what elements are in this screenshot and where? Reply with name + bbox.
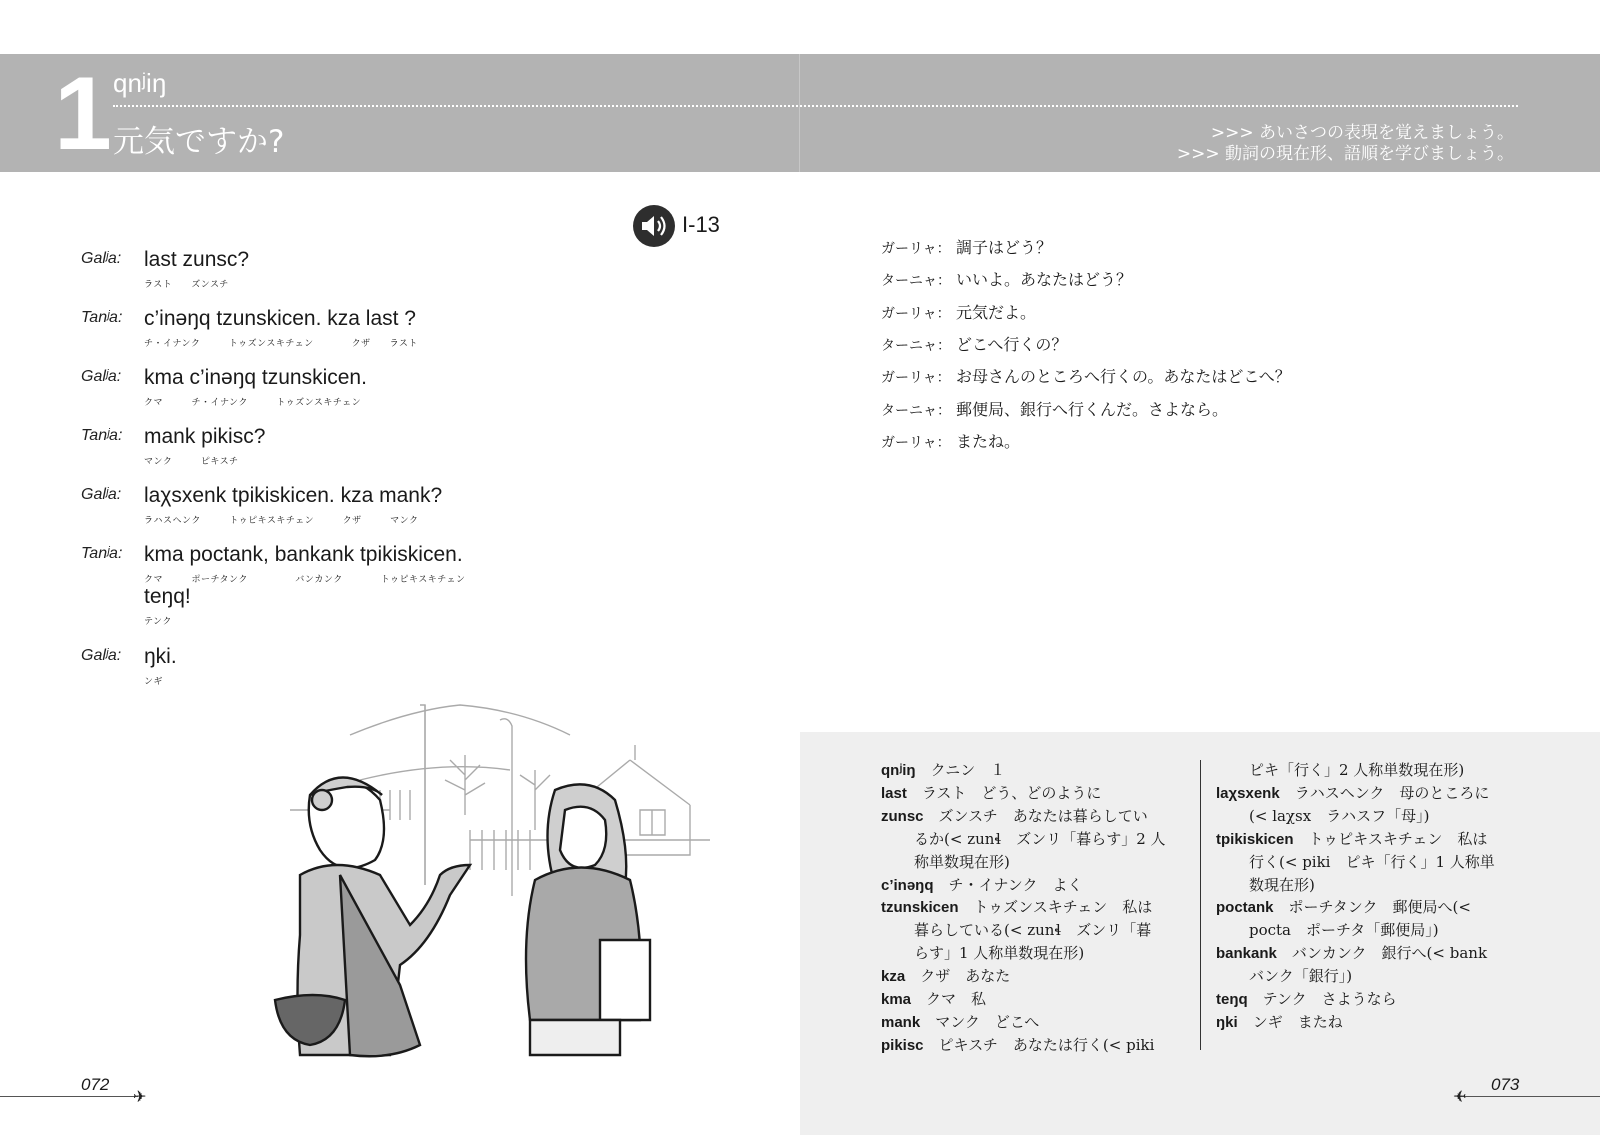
translation-speaker: ガーリャ： [881, 305, 951, 322]
translation-text: 調子はどう？ [956, 238, 1053, 257]
vocab-headword: laχsxenk [1216, 784, 1280, 802]
vocab-gloss: チ・イナンク よく [933, 875, 1083, 894]
translation-line [881, 429, 1020, 452]
translation-line [881, 364, 1291, 387]
vocab-headword: poctank [1216, 899, 1274, 917]
vocab-entry [1216, 896, 1471, 919]
vocab-entry [1249, 874, 1315, 897]
vocab-headword: last [881, 784, 907, 802]
page-number-left: 072 [81, 1075, 110, 1094]
vocab-gloss: マンク どこへ [920, 1012, 1040, 1031]
vocab-headword: mank [881, 1013, 921, 1031]
translation-text: お母さんのところへ行くの。あなたはどこへ？ [956, 367, 1291, 387]
translation-speaker: ガーリャ： [881, 370, 951, 387]
vocab-headword: tpikiskicen [1216, 830, 1294, 848]
dialogue-line: last zunsc? [144, 248, 250, 271]
translation-line [881, 235, 1052, 258]
page-gutter [799, 54, 800, 172]
vocab-entry [914, 919, 1151, 942]
vocab-gloss: 数現在形) [1249, 875, 1315, 894]
translation-text: どこへ行くの？ [956, 334, 1068, 354]
vocab-headword: c’inəŋq [881, 876, 934, 894]
vocab-gloss: ポーチタンク 郵便局へ(< [1273, 898, 1471, 917]
vocab-entry [1216, 782, 1489, 805]
translation-text: またね。 [956, 431, 1021, 451]
vocab-headword: pikisc [881, 1036, 924, 1054]
dialogue-reading: クマ チ・イナンク トゥズンスキチェン [144, 398, 362, 408]
vocab-entry [881, 896, 1152, 919]
vocab-headword: bankank [1216, 945, 1277, 963]
dialogue-speaker: Galʲa: [81, 368, 122, 385]
chapter-number: 1 [54, 56, 112, 172]
vocab-headword: kza [881, 968, 906, 986]
vocab-headword: zunsc [881, 807, 924, 825]
dialogue-reading: クマ ポーチタンク バンカンク トゥピキスキチェン [144, 575, 466, 585]
dialogue-reading: テンク [144, 617, 172, 627]
dialogue-line: mank pikisc? [144, 425, 266, 448]
dialogue-reading: マンク ピキスチ [144, 457, 239, 467]
dialogue-speaker: Galʲa: [81, 250, 122, 267]
translation-line [881, 267, 1132, 290]
vocab-gloss: ピキ「行く」2 人称単数現在形) [1249, 761, 1465, 779]
vocab-entry [881, 1011, 1039, 1034]
vocab-gloss: バンカンク 銀行へ(< bank [1276, 944, 1488, 963]
header-dotted-divider [113, 105, 1518, 107]
vocab-entry [1249, 805, 1430, 828]
translation-speaker: ターニャ： [881, 402, 951, 419]
dialogue-line: laχsxenk tpikiskicen. kza mank? [144, 484, 443, 507]
speaker-icon[interactable] [633, 205, 675, 247]
vocab-entry [914, 828, 1166, 851]
vocab-gloss: ンギ またね [1237, 1012, 1343, 1031]
vocab-gloss: クザ あなた [905, 967, 1011, 986]
vocab-entry [881, 874, 1082, 897]
vocab-gloss: pocta ポーチタ「郵便局」) [1249, 921, 1439, 940]
dialogue-reading: ンギ [144, 677, 164, 687]
translation-speaker: ガーリャ： [881, 434, 951, 451]
vocab-gloss: 暮らしている(< zunɬ ズンリ「暮 [914, 921, 1152, 940]
vocab-gloss: バンク「銀行」) [1249, 967, 1353, 986]
dialogue-line: kma poctank, bankank tpikiskicen. [144, 543, 463, 566]
vocab-headword: tzunskicen [881, 899, 959, 917]
dialogue-speaker: Tanʲa: [81, 427, 123, 444]
vocab-gloss: (< laχsx ラハスフ「母」) [1249, 806, 1430, 825]
vocab-gloss: クニン １ [915, 761, 1006, 779]
vocab-gloss: テンク さようなら [1247, 990, 1397, 1008]
vocab-entry [1249, 965, 1352, 988]
chapter-subtitle: qnʲiŋ [113, 68, 167, 98]
translation-line [881, 332, 1067, 355]
vocab-headword: ŋki [1216, 1013, 1238, 1031]
vocab-entry [881, 1034, 1154, 1057]
dialogue-speaker: Galʲa: [81, 486, 122, 503]
vocab-entry [881, 759, 1005, 782]
learning-goal-1: >>> あいさつの表現を覚えましょう。 [1210, 123, 1514, 143]
vocab-entry [914, 851, 1010, 874]
learning-goal-2: >>> 動詞の現在形、語順を学びましょう。 [1176, 144, 1514, 164]
vocab-entry [881, 965, 1010, 988]
dialogue-reading: ラハスヘンク トゥピキスキチェン クザ マンク [144, 516, 419, 526]
vocab-entry [1249, 851, 1495, 874]
vocab-entry [1216, 988, 1397, 1011]
airplane-icon: ✈ [133, 1087, 147, 1106]
translation-text: 郵便局、銀行へ行くんだ。さよなら。 [956, 399, 1229, 419]
vocab-gloss: 称単数現在形) [914, 852, 1010, 871]
translation-text: 元気だよ。 [956, 302, 1037, 322]
vocab-gloss: らす」1 人称単数現在形) [914, 944, 1085, 963]
vocab-entry [881, 805, 1148, 828]
chapter-title: 元気ですか? [113, 124, 285, 160]
translation-speaker: ターニャ： [881, 273, 951, 290]
vocab-gloss: 行く(< piki ピキ「行く」1 人称単 [1249, 852, 1495, 871]
vocab-headword: kma [881, 991, 912, 1008]
dialogue-line: ŋki. [144, 645, 177, 668]
vocab-entry [1216, 1011, 1343, 1034]
vocab-entry [1249, 919, 1439, 942]
vocab-gloss: トゥズンスキチェン 私は [958, 898, 1153, 917]
illustration-two-women [270, 700, 710, 1060]
vocab-entry [881, 782, 1101, 805]
dialogue-line: teŋq! [144, 585, 191, 608]
vocab-entry [1249, 759, 1464, 782]
footer-rule-right [1460, 1096, 1600, 1097]
vocab-entry [914, 942, 1084, 965]
translation-line [881, 300, 1036, 323]
dialogue-speaker: Tanʲa: [81, 309, 123, 326]
dialogue-line: c’inəŋq tzunskicen. kza last ? [144, 307, 416, 330]
translation-speaker: ガーリャ： [881, 241, 951, 257]
translation-text: いいよ。あなたはどう？ [956, 270, 1133, 290]
dialogue-reading: チ・イナンク トゥズンスキチェン クザ ラスト [144, 339, 418, 349]
vocab-gloss: クマ 私 [911, 990, 987, 1008]
audio-track-number: I-13 [682, 212, 720, 237]
vocab-gloss: ズンスチ あなたは暮らしてい [923, 806, 1148, 825]
vocab-headword: teŋq [1216, 991, 1248, 1008]
translation-line [881, 397, 1228, 420]
vocab-entry [1216, 828, 1487, 851]
dialogue-speaker: Tanʲa: [81, 545, 123, 562]
page-number-right: 073 [1491, 1075, 1520, 1094]
footer-rule-left [0, 1096, 138, 1097]
vocab-gloss: ラハスヘンク 母のところに [1279, 783, 1490, 802]
vocab-gloss: トゥピキスキチェン 私は [1293, 829, 1488, 848]
vocab-entry [1216, 942, 1487, 965]
vocab-entry [881, 988, 986, 1011]
dialogue-reading: ラスト ズンスチ [144, 280, 229, 290]
vocabulary-column-divider [1200, 760, 1201, 1050]
dialogue-speaker: Galʲa: [81, 647, 122, 664]
airplane-icon: ✈ [1453, 1087, 1467, 1106]
vocab-gloss: ラスト どう、どのように [906, 783, 1102, 802]
dialogue-line: kma c’inəŋq tzunskicen. [144, 366, 367, 389]
vocab-gloss: ピキスチ あなたは行く(< piki [923, 1035, 1155, 1054]
translation-speaker: ターニャ： [881, 337, 951, 354]
vocab-gloss: るか(< zunɬ ズンリ「暮らす」2 人 [914, 829, 1166, 848]
vocab-headword: qnʲiŋ [881, 762, 916, 779]
